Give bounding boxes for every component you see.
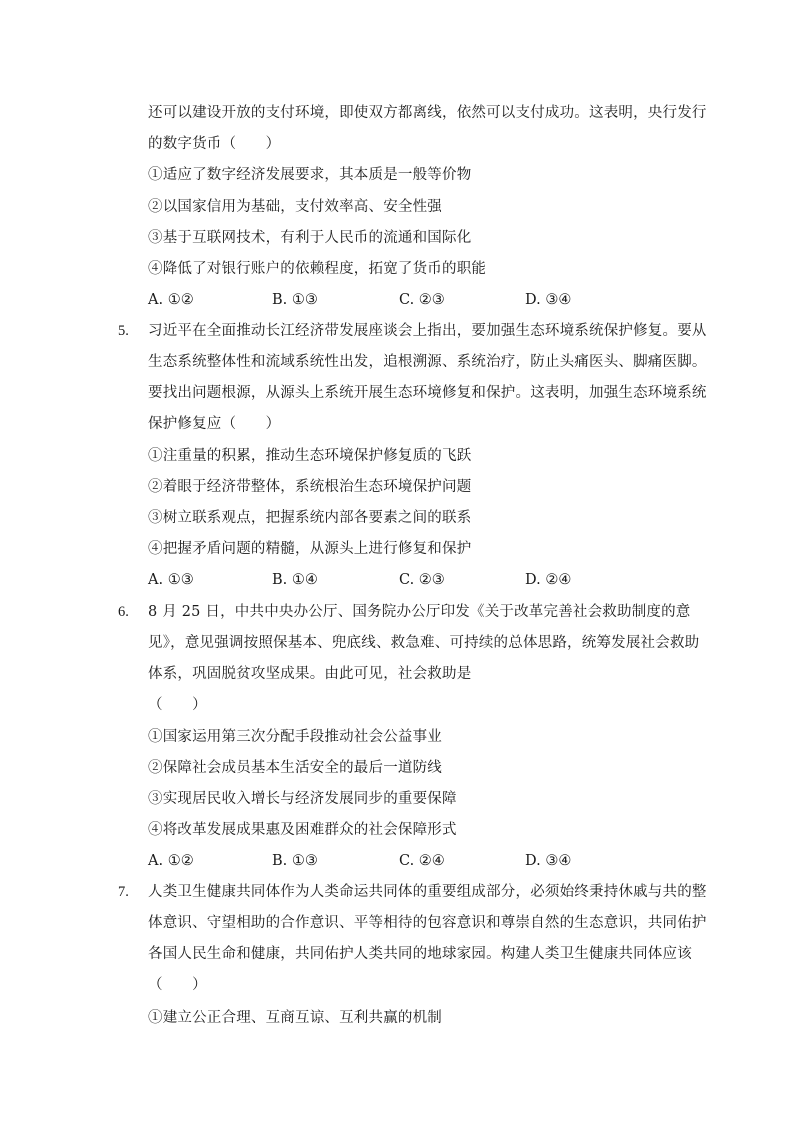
- q5-option-4: ④把握矛盾问题的精髓，从源头上进行修复和保护: [148, 541, 472, 557]
- q6-choice-d: D. ③④: [525, 853, 572, 869]
- q5-number: 5.: [118, 323, 129, 339]
- q5-choice-a: A. ①③: [148, 572, 194, 588]
- q6-stem-line-1: 8 月 25 日，中共中央办公厅、国务院办公厅印发《关于改革完善社会救助制度的意: [148, 604, 691, 620]
- q6-choice-c: C. ②④: [399, 853, 445, 869]
- q4-option-1: ①适应了数字经济发展要求，其本质是一般等价物: [148, 167, 472, 183]
- q7-option-1: ①建立公正合理、互商互谅、互利共赢的机制: [148, 1010, 442, 1026]
- q4-choice-a: A. ①②: [148, 292, 194, 308]
- q5-stem-line-1: 习近平在全面推动长江经济带发展座谈会上指出，要加强生态环境系统保护修复。要从: [148, 323, 707, 339]
- q7-stem-line-4: （ ）: [148, 977, 207, 993]
- q5-stem-line-4: 保护修复应（ ）: [148, 416, 281, 432]
- q5-option-1: ①注重量的积累，推动生态环境保护修复质的飞跃: [148, 448, 472, 464]
- q5-option-2: ②着眼于经济带整体，系统根治生态环境保护问题: [148, 479, 472, 495]
- q4-stem-line-1: 还可以建设开放的支付环境，即使双方都离线，依然可以支付成功。这表明，央行发行: [148, 105, 707, 121]
- q4-choice-d: D. ③④: [525, 292, 572, 308]
- q4-option-3: ③基于互联网技术，有利于人民币的流通和国际化: [148, 230, 472, 246]
- q4-answer-choices: [148, 290, 572, 310]
- q4-stem-line-2: 的数字货币（ ）: [148, 136, 281, 152]
- q6-option-4: ④将改革发展成果惠及困难群众的社会保障形式: [148, 822, 457, 838]
- q5-choice-c: C. ②③: [399, 572, 445, 588]
- q6-number: 6.: [118, 604, 129, 620]
- q6-stem-line-4: （ ）: [148, 697, 207, 713]
- q7-number: 7.: [118, 884, 129, 900]
- q7-stem-line-2: 体意识、守望相助的合作意识、平等相待的包容意识和尊崇自然的生态意识，共同佑护: [148, 915, 707, 931]
- q6-stem-line-2: 见》，意见强调按照保基本、兜底线、救急难、可持续的总体思路，统筹发展社会救助: [148, 635, 700, 651]
- q5-stem-line-2: 生态系统整体性和流域系统性出发，追根溯源、系统治疗，防止头痛医头、脚痛医脚。: [148, 354, 707, 370]
- q5-stem-line-3: 要找出问题根源，从源头上系统开展生态环境修复和保护。这表明，加强生态环境系统: [148, 385, 707, 401]
- q5-choice-d: D. ②④: [525, 572, 572, 588]
- q7-stem-line-3: 各国人民生命和健康，共同佑护人类共同的地球家园。构建人类卫生健康共同体应该: [148, 946, 692, 962]
- q5-answer-choices: [148, 570, 572, 590]
- q6-choice-b: B. ①③: [272, 853, 318, 869]
- q4-choice-c: C. ②③: [399, 292, 445, 308]
- q4-option-4: ④降低了对银行账户的依赖程度，拓宽了货币的职能: [148, 261, 487, 277]
- q6-option-2: ②保障社会成员基本生活安全的最后一道防线: [148, 760, 442, 776]
- q4-option-2: ②以国家信用为基础，支付效率高、安全性强: [148, 199, 442, 215]
- q6-option-3: ③实现居民收入增长与经济发展同步的重要保障: [148, 791, 457, 807]
- q7-stem-line-1: 人类卫生健康共同体作为人类命运共同体的重要组成部分，必须始终秉持休戚与共的整: [148, 884, 707, 900]
- q6-stem-line-3: 体系，巩固脱贫攻坚成果。由此可见，社会救助是: [148, 666, 472, 682]
- q4-choice-b: B. ①③: [272, 292, 318, 308]
- q5-choice-b: B. ①④: [272, 572, 318, 588]
- q6-option-1: ①国家运用第三次分配手段推动社会公益事业: [148, 729, 442, 745]
- q6-answer-choices: [148, 851, 572, 871]
- q5-option-3: ③树立联系观点，把握系统内部各要素之间的联系: [148, 510, 472, 526]
- q6-choice-a: A. ①②: [148, 853, 194, 869]
